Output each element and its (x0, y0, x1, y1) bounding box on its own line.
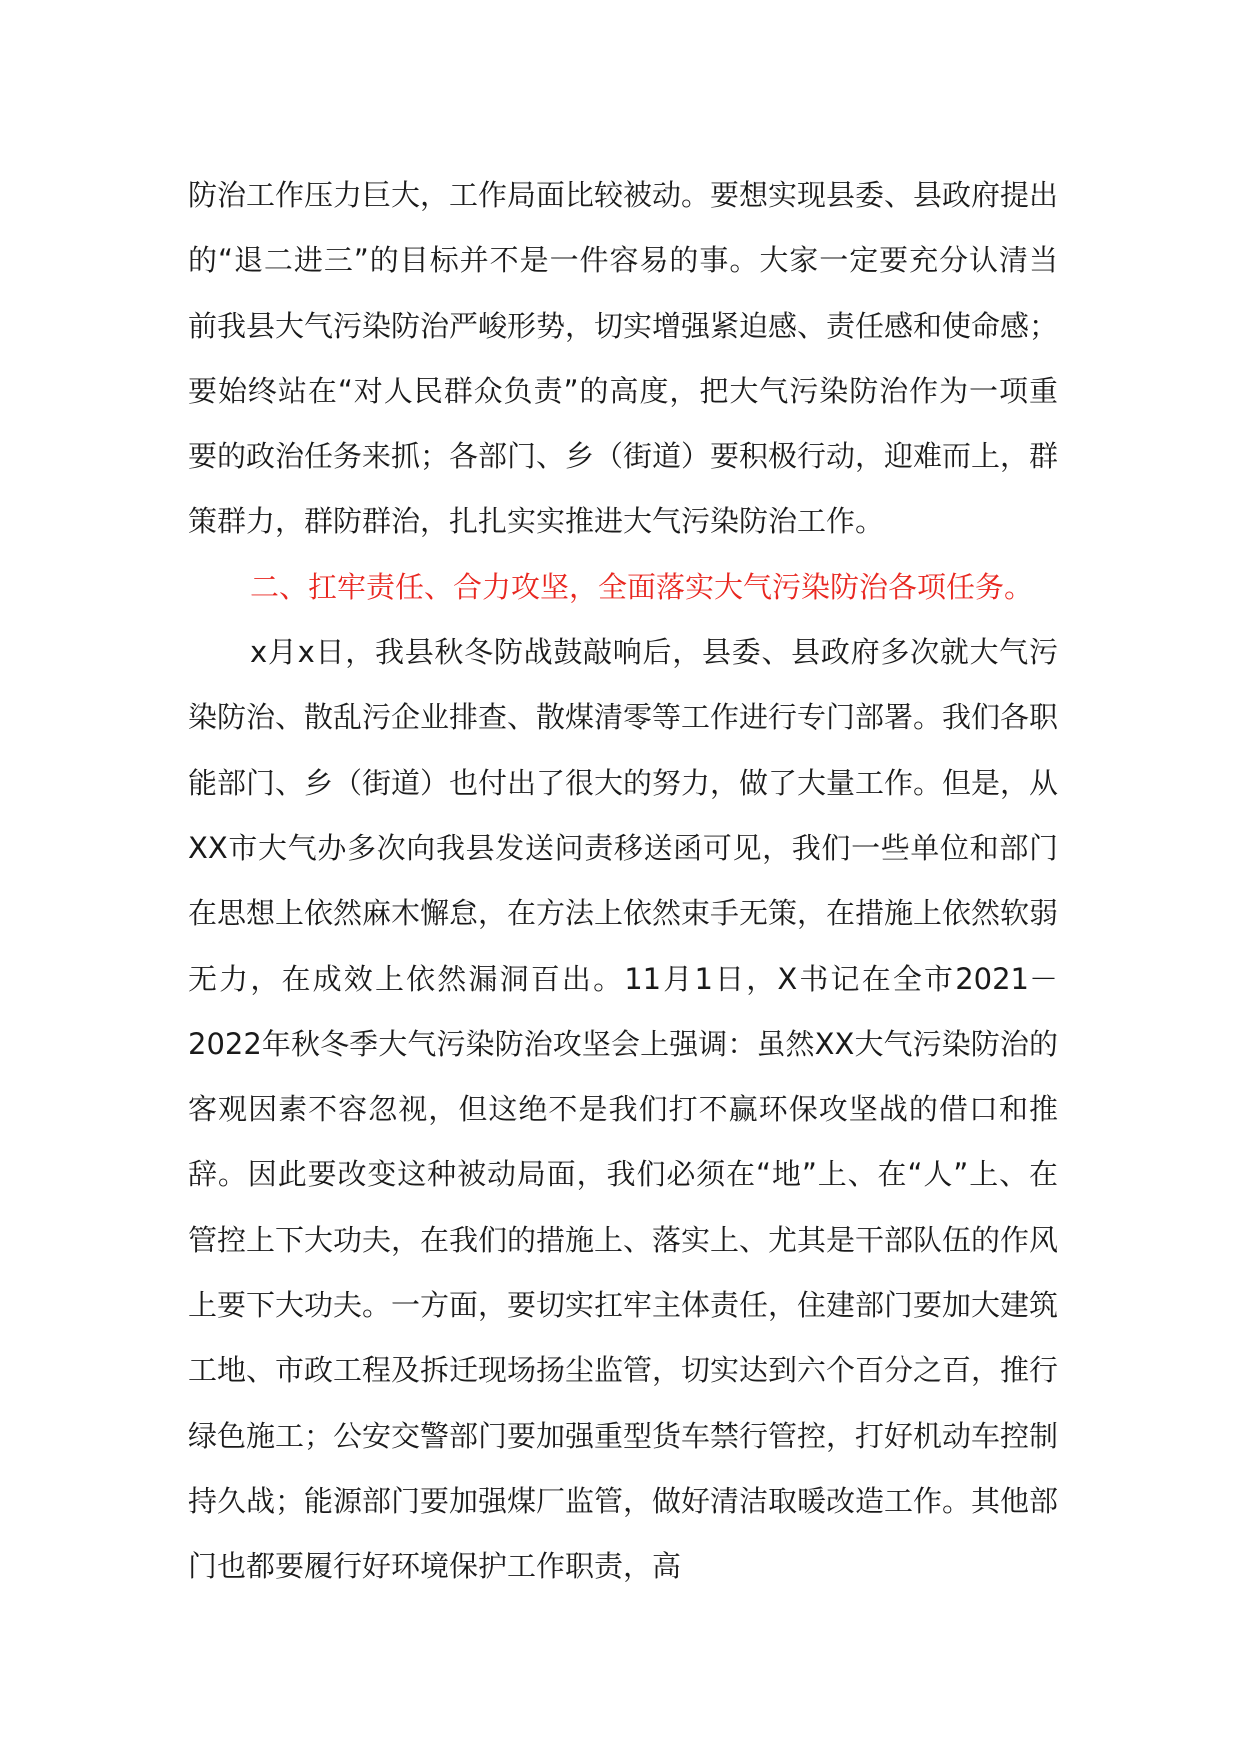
document-body (188, 163, 1058, 1600)
paragraph-continuation: 防治工作压力巨大，工作局面比较被动。要想实现县委、县政府提出的“退二进三”的目标并不是一件容易的事。大家一定要充分认清当前我县大气污染防治严峻形势，切实增强紧迫感、责任感和使命感；要始终站在“对人民群众负责”的高度，把大气污染防治作为一项重要的政治任务来抓；各部门、乡（街道）要积极行动，迎难而上，群策群力，群防群治，扎扎实实推进大气污染防治工作。 (188, 178, 1059, 539)
section-heading: 二、扛牢责任、合力攻坚，全面落实大气污染防治各项任务。 (250, 569, 1034, 604)
paragraph-body: x月x日，我县秋冬防战鼓敲响后，县委、县政府多次就大气污染防治、散乱污企业排查、散煤清零等工作进行专门部署。我们各职能部门、乡（街道）也付出了很大的努力，做了大量工作。但是，从XX市大气办多次向我县发送问责移送函可见，我们一些单位和部门在思想上依然麻木懈怠，在方法上依然束手无策，在措施上依然软弱无力，在成效上依然漏洞百出。11月1日，X书记在全市2021－2022年秋冬季大气污染防治攻坚会上强调：虽然XX大气污染防治的客观因素不容忽视，但这绝不是我们打不赢环保攻坚战的借口和推辞。因此要改变这种被动局面，我们必须在“地”上、在“人”上、在管控上下大功夫，在我们的措施上、落实上、尤其是干部队伍的作风上要下大功夫。一方面，要切实扛牢主体责任，住建部门要加大建筑工地、市政工程及拆迁现场扬尘监管，切实达到六个百分之百，推行绿色施工；公安交警部门要加强重型货车禁行管控，打好机动车控制持久战；能源部门要加强煤厂监管，做好清洁取暖改造工作。其他部门也都要履行好环境保护工作职责，高 (188, 635, 1059, 1584)
